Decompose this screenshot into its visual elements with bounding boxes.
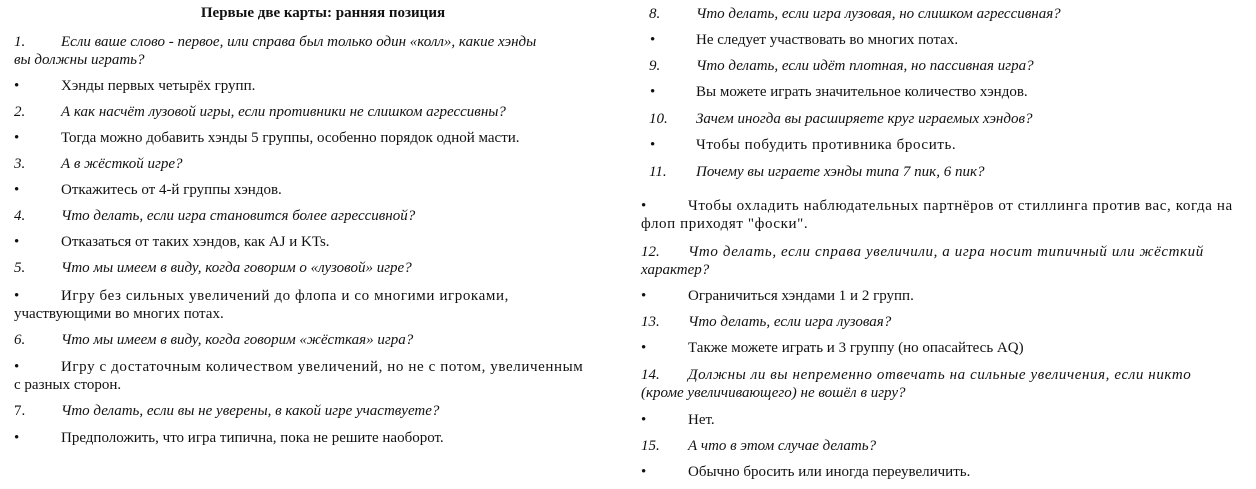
question-number: 10. [649, 111, 668, 127]
answer-text: Чтобы охладить наблюдательных партнёров от стиллинга против вас, когда на [688, 198, 1233, 214]
answer-5-continuation: участвующими во многих потах. [14, 306, 224, 322]
bullet-icon: • [14, 288, 20, 304]
bullet-icon: • [14, 182, 20, 198]
bullet-icon: • [14, 78, 20, 94]
question-text: Что делать, если справа увеличили, а игра носит типичный или жёсткий [688, 244, 1204, 260]
question-number: 3. [14, 156, 26, 172]
answer-text: Предположить, что игра типична, пока не решите наоборот. [61, 430, 444, 446]
answer-text: Не следует участвовать во многих потах. [696, 32, 959, 48]
bullet-icon: • [14, 359, 20, 375]
question-text: Что делать, если игра лузовая? [688, 314, 892, 330]
question-text: Что делать, если игра лузовая, но слишком агрессивная? [696, 6, 1061, 22]
bullet-icon: • [641, 464, 647, 480]
question-text: А как насчёт лузовой игры, если противники не слишком агрессивны? [61, 104, 506, 120]
question-12-continuation: характер? [641, 262, 710, 278]
question-number: 4. [14, 208, 26, 224]
answer-text: Игру с достаточным количеством увеличений, но не с потом, увеличенным [61, 359, 584, 375]
bullet-icon: • [641, 198, 647, 214]
bullet-icon: • [14, 430, 20, 446]
question-14-continuation: (кроме увеличивающего) не вошёл в игру? [641, 385, 906, 401]
question-text: А в жёсткой игре? [61, 156, 183, 172]
question-text: Должны ли вы непременно отвечать на сильные увеличения, если никто [688, 367, 1192, 383]
question-text: Что делать, если игра становится более агрессивной? [61, 208, 416, 224]
question-text: Что делать, если вы не уверены, в какой игре участвуете? [61, 403, 440, 419]
answer-text: Вы можете играть значительное количество хэндов. [696, 84, 1028, 100]
question-number: 11. [649, 164, 667, 180]
question-text: Почему вы играете хэнды типа 7 пик, 6 пик? [696, 164, 985, 180]
bullet-icon: • [641, 340, 647, 356]
answer-text: Игру без сильных увеличений до флопа и со многими игроками, [61, 288, 509, 304]
answer-text: Обычно бросить или иногда переувеличить. [688, 464, 971, 480]
question-number: 2. [14, 104, 26, 120]
answer-text: Также можете играть и 3 группу (но опасайтесь AQ) [688, 340, 1024, 356]
question-number: 1. [14, 34, 26, 50]
question-number: 12. [641, 244, 660, 260]
answer-text: Отказаться от таких хэндов, как AJ и KTs. [61, 234, 330, 250]
question-number: 15. [641, 438, 660, 454]
answer-text: Тогда можно добавить хэнды 5 группы, особенно порядок одной масти. [61, 130, 520, 146]
bullet-icon: • [641, 412, 647, 428]
answer-text: Нет. [688, 412, 715, 428]
answer-11-continuation: флоп приходят "фоски". [641, 216, 809, 232]
bullet-icon: • [650, 84, 656, 100]
answer-text: Хэнды первых четырёх групп. [61, 78, 256, 94]
question-text: Что делать, если идёт плотная, но пассивная игра? [696, 58, 1034, 74]
question-number: 8. [649, 6, 661, 22]
question-number: 13. [641, 314, 660, 330]
answer-text: Чтобы побудить противника бросить. [696, 137, 957, 153]
document-title: Первые две карты: ранняя позиция [200, 5, 446, 21]
question-text: Что мы имеем в виду, когда говорим о «лузовой» игре? [61, 260, 412, 276]
answer-text: Откажитесь от 4-й группы хэндов. [61, 182, 282, 198]
bullet-icon: • [14, 130, 20, 146]
question-number: 6. [14, 332, 26, 348]
bullet-icon: • [650, 32, 656, 48]
bullet-icon: • [14, 234, 20, 250]
question-number: 5. [14, 260, 26, 276]
bullet-icon: • [650, 137, 656, 153]
question-1-continuation: вы должны играть? [14, 52, 145, 68]
bullet-icon: • [641, 288, 647, 304]
question-text: Если ваше слово - первое, или справа был только один «колл», какие хэнды [61, 34, 537, 50]
question-number: 14. [641, 367, 660, 383]
question-number: 9. [649, 58, 661, 74]
answer-text: Ограничиться хэндами 1 и 2 групп. [688, 288, 914, 304]
answer-6-continuation: с разных сторон. [14, 377, 122, 393]
question-number: 7. [14, 403, 26, 419]
question-text: А что в этом случае делать? [688, 438, 877, 454]
question-text: Что мы имеем в виду, когда говорим «жёсткая» игра? [61, 332, 414, 348]
question-text: Зачем иногда вы расширяете круг играемых хэндов? [696, 111, 1033, 127]
